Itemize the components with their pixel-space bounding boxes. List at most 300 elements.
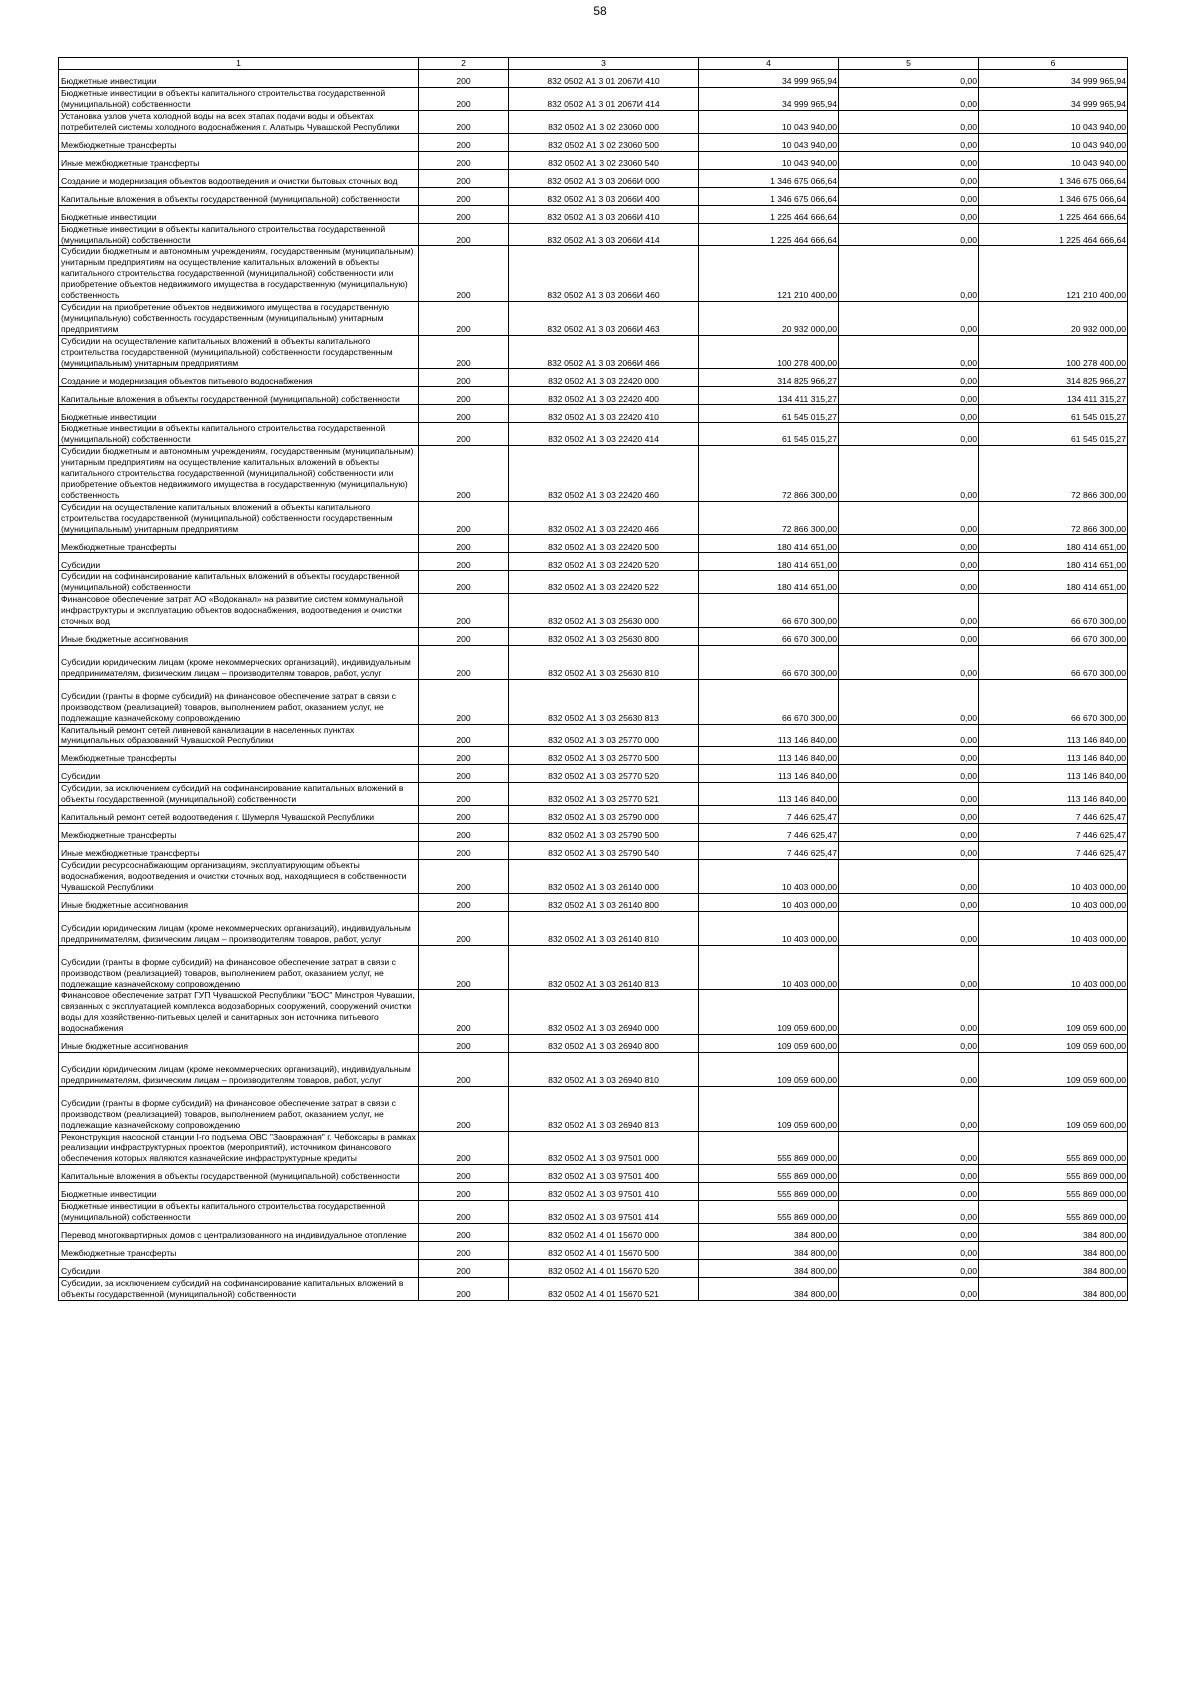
row-budget-code: 832 0502 А1 3 03 25790 000 — [509, 806, 699, 824]
row-column-2: 200 — [419, 1131, 509, 1165]
row-amount-6: 66 670 300,00 — [979, 646, 1128, 680]
row-column-2: 200 — [419, 187, 509, 205]
row-column-2: 200 — [419, 169, 509, 187]
row-amount-4: 134 411 315,27 — [699, 387, 839, 405]
table-row — [59, 535, 1128, 553]
row-amount-4: 34 999 965,94 — [699, 70, 839, 88]
row-amount-6: 100 278 400,00 — [979, 335, 1128, 369]
table-row — [59, 169, 1128, 187]
row-amount-6: 1 225 464 666,64 — [979, 223, 1128, 246]
row-amount-5: 0,00 — [839, 369, 979, 387]
row-amount-4: 555 869 000,00 — [699, 1183, 839, 1201]
row-amount-6: 10 403 000,00 — [979, 911, 1128, 945]
row-amount-4: 10 043 940,00 — [699, 151, 839, 169]
row-amount-5: 0,00 — [839, 1224, 979, 1242]
table-row — [59, 246, 1128, 302]
row-column-2: 200 — [419, 990, 509, 1035]
row-amount-6: 121 210 400,00 — [979, 246, 1128, 302]
row-amount-4: 10 403 000,00 — [699, 945, 839, 990]
row-budget-code: 832 0502 А1 3 03 26140 810 — [509, 911, 699, 945]
row-budget-code: 832 0502 А1 3 03 22420 414 — [509, 423, 699, 446]
row-amount-6: 10 403 000,00 — [979, 893, 1128, 911]
table-row — [59, 783, 1128, 806]
row-budget-code: 832 0502 А1 3 03 25770 521 — [509, 783, 699, 806]
row-name: Бюджетные инвестиции — [59, 1183, 419, 1201]
row-amount-5: 0,00 — [839, 806, 979, 824]
table-row — [59, 405, 1128, 423]
row-name: Перевод многоквартирных домов с централизованного на индивидуальное отопление — [59, 1224, 419, 1242]
row-name: Бюджетные инвестиции — [59, 205, 419, 223]
row-amount-6: 109 059 600,00 — [979, 990, 1128, 1035]
row-name: Бюджетные инвестиции — [59, 70, 419, 88]
row-budget-code: 832 0502 А1 3 03 25770 000 — [509, 724, 699, 747]
row-amount-6: 1 346 675 066,64 — [979, 187, 1128, 205]
row-budget-code: 832 0502 А1 3 01 2067И 414 — [509, 88, 699, 111]
row-amount-4: 555 869 000,00 — [699, 1201, 839, 1224]
row-name: Субсидии ресурсоснабжающим организациям, эксплуатирующим объекты водоснабжения, водоотведения и очистки сточных вод, находящиеся в собственности Чувашской Республики — [59, 860, 419, 894]
row-amount-6: 555 869 000,00 — [979, 1131, 1128, 1165]
row-budget-code: 832 0502 А1 3 03 22420 460 — [509, 446, 699, 502]
row-amount-6: 7 446 625,47 — [979, 824, 1128, 842]
row-budget-code: 832 0502 А1 3 03 2066И 463 — [509, 301, 699, 335]
row-amount-6: 72 866 300,00 — [979, 446, 1128, 502]
row-budget-code: 832 0502 А1 3 02 23060 000 — [509, 110, 699, 133]
row-amount-6: 34 999 965,94 — [979, 70, 1128, 88]
row-amount-5: 0,00 — [839, 501, 979, 535]
row-name: Капитальные вложения в объекты государственной (муниципальной) собственности — [59, 387, 419, 405]
row-amount-5: 0,00 — [839, 110, 979, 133]
row-column-2: 200 — [419, 301, 509, 335]
row-name: Субсидии — [59, 765, 419, 783]
row-name: Межбюджетные трансферты — [59, 824, 419, 842]
table-row — [59, 990, 1128, 1035]
row-amount-4: 180 414 651,00 — [699, 535, 839, 553]
row-amount-5: 0,00 — [839, 824, 979, 842]
row-name: Субсидии на осуществление капитальных вложений в объекты капитального строительства государственной (муниципальной) собственности государственным (муниципальным) унитарным предприятиям — [59, 335, 419, 369]
row-amount-4: 555 869 000,00 — [699, 1165, 839, 1183]
row-amount-6: 113 146 840,00 — [979, 783, 1128, 806]
row-amount-6: 384 800,00 — [979, 1278, 1128, 1301]
row-amount-4: 66 670 300,00 — [699, 646, 839, 680]
row-name: Субсидии (гранты в форме субсидий) на финансовое обеспечение затрат в связи с производством (реализацией) товаров, выполнением работ, оказанием услуг, не подлежащие казначейскому сопровождению — [59, 1086, 419, 1131]
row-column-2: 200 — [419, 945, 509, 990]
row-amount-4: 72 866 300,00 — [699, 501, 839, 535]
row-amount-6: 7 446 625,47 — [979, 842, 1128, 860]
row-amount-6: 555 869 000,00 — [979, 1165, 1128, 1183]
row-amount-6: 555 869 000,00 — [979, 1201, 1128, 1224]
row-amount-6: 113 146 840,00 — [979, 724, 1128, 747]
row-amount-6: 10 043 940,00 — [979, 133, 1128, 151]
row-column-2: 200 — [419, 765, 509, 783]
row-name: Субсидии, за исключением субсидий на софинансирование капитальных вложений в объекты государственной (муниципальной) собственности — [59, 783, 419, 806]
row-amount-5: 0,00 — [839, 1053, 979, 1087]
row-name: Капитальные вложения в объекты государственной (муниципальной) собственности — [59, 1165, 419, 1183]
row-column-2: 200 — [419, 842, 509, 860]
table-row — [59, 335, 1128, 369]
row-column-2: 200 — [419, 860, 509, 894]
row-amount-4: 384 800,00 — [699, 1278, 839, 1301]
column-header-5: 5 — [839, 58, 979, 70]
row-budget-code: 832 0502 А1 3 02 23060 500 — [509, 133, 699, 151]
table-row — [59, 88, 1128, 111]
row-name: Субсидии бюджетным и автономным учреждениям, государственным (муниципальным) унитарным предприятиям на осуществление капитальных вложений в объекты капитального строительства государственной (муниципальной) собственности или приобретение объектов недвижимого имущества в государственную (муниципальную) собственность — [59, 246, 419, 302]
table-row — [59, 765, 1128, 783]
row-budget-code: 832 0502 А1 4 01 15670 521 — [509, 1278, 699, 1301]
row-name: Бюджетные инвестиции в объекты капитального строительства государственной (муниципальной) собственности — [59, 1201, 419, 1224]
row-budget-code: 832 0502 А1 4 01 15670 520 — [509, 1260, 699, 1278]
row-amount-5: 0,00 — [839, 911, 979, 945]
row-column-2: 200 — [419, 594, 509, 628]
row-amount-6: 61 545 015,27 — [979, 423, 1128, 446]
row-amount-6: 20 932 000,00 — [979, 301, 1128, 335]
row-column-2: 200 — [419, 571, 509, 594]
row-budget-code: 832 0502 А1 3 03 26940 813 — [509, 1086, 699, 1131]
row-column-2: 200 — [419, 110, 509, 133]
row-name: Межбюджетные трансферты — [59, 1242, 419, 1260]
table-row — [59, 824, 1128, 842]
row-column-2: 200 — [419, 1242, 509, 1260]
table-row — [59, 110, 1128, 133]
row-amount-6: 180 414 651,00 — [979, 571, 1128, 594]
row-amount-4: 10 043 940,00 — [699, 133, 839, 151]
row-amount-4: 7 446 625,47 — [699, 824, 839, 842]
table-row — [59, 1053, 1128, 1087]
row-budget-code: 832 0502 А1 3 03 2066И 410 — [509, 205, 699, 223]
row-name: Субсидии бюджетным и автономным учреждениям, государственным (муниципальным) унитарным предприятиям на осуществление капитальных вложений в объекты капитального строительства государственной (муниципальной) собственности или приобретение объектов недвижимого имущества в государственную (муниципальную) собственность — [59, 446, 419, 502]
row-column-2: 200 — [419, 335, 509, 369]
row-amount-6: 109 059 600,00 — [979, 1086, 1128, 1131]
row-column-2: 200 — [419, 893, 509, 911]
row-budget-code: 832 0502 А1 3 03 22420 000 — [509, 369, 699, 387]
table-row — [59, 646, 1128, 680]
row-name: Финансовое обеспечение затрат ГУП Чувашской Республики "БОС" Минстроя Чувашии, связанных с эксплуатацией комплекса водозаборных сооружений, сооружений очистки воды для хозяйственно-питьевых целей и санитарных зон источника питьевого водоснабжения — [59, 990, 419, 1035]
table-row — [59, 1183, 1128, 1201]
table-row — [59, 423, 1128, 446]
row-column-2: 200 — [419, 1086, 509, 1131]
row-amount-4: 113 146 840,00 — [699, 765, 839, 783]
row-name: Капитальный ремонт сетей водоотведения г. Шумерля Чувашской Республики — [59, 806, 419, 824]
table-row — [59, 860, 1128, 894]
row-amount-5: 0,00 — [839, 1242, 979, 1260]
row-amount-5: 0,00 — [839, 893, 979, 911]
row-amount-5: 0,00 — [839, 1086, 979, 1131]
row-amount-6: 384 800,00 — [979, 1242, 1128, 1260]
row-column-2: 200 — [419, 535, 509, 553]
row-amount-6: 66 670 300,00 — [979, 594, 1128, 628]
row-name: Межбюджетные трансферты — [59, 747, 419, 765]
table-row — [59, 1035, 1128, 1053]
table-row — [59, 133, 1128, 151]
row-amount-5: 0,00 — [839, 1165, 979, 1183]
table-row — [59, 679, 1128, 724]
row-amount-5: 0,00 — [839, 842, 979, 860]
row-amount-6: 180 414 651,00 — [979, 535, 1128, 553]
row-name: Межбюджетные трансферты — [59, 535, 419, 553]
row-amount-5: 0,00 — [839, 945, 979, 990]
row-budget-code: 832 0502 А1 3 03 26940 000 — [509, 990, 699, 1035]
row-amount-5: 0,00 — [839, 724, 979, 747]
table-row — [59, 945, 1128, 990]
row-name: Субсидии на приобретение объектов недвижимого имущества в государственную (муниципальную) собственность государственным (муниципальным) унитарным предприятиям — [59, 301, 419, 335]
column-header-2: 2 — [419, 58, 509, 70]
table-row — [59, 628, 1128, 646]
row-amount-6: 10 403 000,00 — [979, 945, 1128, 990]
row-amount-6: 180 414 651,00 — [979, 553, 1128, 571]
row-column-2: 200 — [419, 70, 509, 88]
row-amount-6: 384 800,00 — [979, 1224, 1128, 1242]
row-amount-5: 0,00 — [839, 88, 979, 111]
row-column-2: 200 — [419, 1183, 509, 1201]
row-amount-5: 0,00 — [839, 301, 979, 335]
table-row — [59, 1260, 1128, 1278]
row-name: Субсидии юридическим лицам (кроме некоммерческих организаций), индивидуальным предпринимателям, физическим лицам – производителям товаров, работ, услуг — [59, 1053, 419, 1087]
row-budget-code: 832 0502 А1 4 01 15670 000 — [509, 1224, 699, 1242]
row-amount-6: 10 043 940,00 — [979, 151, 1128, 169]
row-amount-4: 121 210 400,00 — [699, 246, 839, 302]
row-name: Иные межбюджетные трансферты — [59, 151, 419, 169]
row-column-2: 200 — [419, 679, 509, 724]
table-row — [59, 387, 1128, 405]
row-amount-6: 1 225 464 666,64 — [979, 205, 1128, 223]
row-amount-5: 0,00 — [839, 571, 979, 594]
row-amount-4: 1 225 464 666,64 — [699, 205, 839, 223]
table-row — [59, 724, 1128, 747]
row-amount-5: 0,00 — [839, 553, 979, 571]
row-amount-4: 384 800,00 — [699, 1260, 839, 1278]
row-amount-5: 0,00 — [839, 151, 979, 169]
row-amount-4: 66 670 300,00 — [699, 679, 839, 724]
row-column-2: 200 — [419, 423, 509, 446]
row-amount-5: 0,00 — [839, 187, 979, 205]
row-amount-4: 66 670 300,00 — [699, 594, 839, 628]
column-numbers-row — [59, 58, 1128, 70]
row-name: Субсидии — [59, 553, 419, 571]
row-column-2: 200 — [419, 88, 509, 111]
row-name: Межбюджетные трансферты — [59, 133, 419, 151]
column-header-1: 1 — [59, 58, 419, 70]
row-column-2: 200 — [419, 646, 509, 680]
table-row — [59, 553, 1128, 571]
row-amount-5: 0,00 — [839, 594, 979, 628]
row-name: Бюджетные инвестиции в объекты капитального строительства государственной (муниципальной) собственности — [59, 88, 419, 111]
row-budget-code: 832 0502 А1 3 03 2066И 466 — [509, 335, 699, 369]
row-amount-4: 109 059 600,00 — [699, 1035, 839, 1053]
row-amount-5: 0,00 — [839, 70, 979, 88]
table-row — [59, 1278, 1128, 1301]
row-amount-5: 0,00 — [839, 446, 979, 502]
row-name: Субсидии юридическим лицам (кроме некоммерческих организаций), индивидуальным предпринимателям, физическим лицам – производителям товаров, работ, услуг — [59, 911, 419, 945]
row-budget-code: 832 0502 А1 4 01 15670 500 — [509, 1242, 699, 1260]
row-column-2: 200 — [419, 1260, 509, 1278]
row-budget-code: 832 0502 А1 3 03 26140 800 — [509, 893, 699, 911]
row-column-2: 200 — [419, 724, 509, 747]
row-budget-code: 832 0502 А1 3 03 22420 400 — [509, 387, 699, 405]
row-amount-6: 10 403 000,00 — [979, 860, 1128, 894]
table-row — [59, 187, 1128, 205]
row-amount-4: 10 043 940,00 — [699, 110, 839, 133]
row-name: Иные межбюджетные трансферты — [59, 842, 419, 860]
row-budget-code: 832 0502 А1 3 03 26940 800 — [509, 1035, 699, 1053]
row-column-2: 200 — [419, 1053, 509, 1087]
row-budget-code: 832 0502 А1 3 03 22420 522 — [509, 571, 699, 594]
row-name: Субсидии юридическим лицам (кроме некоммерческих организаций), индивидуальным предпринимателям, физическим лицам – производителям товаров, работ, услуг — [59, 646, 419, 680]
row-amount-6: 66 670 300,00 — [979, 679, 1128, 724]
row-amount-4: 1 346 675 066,64 — [699, 187, 839, 205]
row-budget-code: 832 0502 А1 3 03 97501 414 — [509, 1201, 699, 1224]
row-name: Установка узлов учета холодной воды на всех этапах подачи воды и объектах потребителей системы холодного водоснабжения г. Алатырь Чувашской Республики — [59, 110, 419, 133]
row-amount-6: 66 670 300,00 — [979, 628, 1128, 646]
row-amount-6: 109 059 600,00 — [979, 1053, 1128, 1087]
row-name: Бюджетные инвестиции в объекты капитального строительства государственной (муниципальной) собственности — [59, 423, 419, 446]
row-budget-code: 832 0502 А1 3 03 2066И 000 — [509, 169, 699, 187]
row-amount-4: 180 414 651,00 — [699, 571, 839, 594]
row-name: Иные бюджетные ассигнования — [59, 628, 419, 646]
row-budget-code: 832 0502 А1 3 03 26140 000 — [509, 860, 699, 894]
row-name: Капитальные вложения в объекты государственной (муниципальной) собственности — [59, 187, 419, 205]
row-amount-4: 66 670 300,00 — [699, 628, 839, 646]
row-amount-6: 109 059 600,00 — [979, 1035, 1128, 1053]
row-name: Капитальный ремонт сетей ливневой канализации в населенных пунктах муниципальных образований Чувашской Республики — [59, 724, 419, 747]
row-column-2: 200 — [419, 747, 509, 765]
row-amount-6: 113 146 840,00 — [979, 765, 1128, 783]
row-amount-6: 555 869 000,00 — [979, 1183, 1128, 1201]
row-amount-4: 7 446 625,47 — [699, 842, 839, 860]
row-amount-5: 0,00 — [839, 1201, 979, 1224]
row-name: Субсидии — [59, 1260, 419, 1278]
row-amount-6: 72 866 300,00 — [979, 501, 1128, 535]
row-column-2: 200 — [419, 1224, 509, 1242]
row-budget-code: 832 0502 А1 3 03 97501 410 — [509, 1183, 699, 1201]
row-amount-6: 134 411 315,27 — [979, 387, 1128, 405]
row-amount-5: 0,00 — [839, 169, 979, 187]
row-budget-code: 832 0502 А1 3 03 2066И 460 — [509, 246, 699, 302]
row-amount-5: 0,00 — [839, 1035, 979, 1053]
row-budget-code: 832 0502 А1 3 03 97501 000 — [509, 1131, 699, 1165]
row-name: Иные бюджетные ассигнования — [59, 893, 419, 911]
table-row — [59, 842, 1128, 860]
row-amount-4: 7 446 625,47 — [699, 806, 839, 824]
row-amount-5: 0,00 — [839, 646, 979, 680]
row-amount-5: 0,00 — [839, 535, 979, 553]
table-row — [59, 1165, 1128, 1183]
row-amount-5: 0,00 — [839, 679, 979, 724]
table-row — [59, 1201, 1128, 1224]
page-number: 58 — [593, 4, 607, 18]
row-amount-6: 384 800,00 — [979, 1260, 1128, 1278]
table-row — [59, 747, 1128, 765]
row-amount-4: 384 800,00 — [699, 1224, 839, 1242]
row-budget-code: 832 0502 А1 3 03 22420 466 — [509, 501, 699, 535]
table-row — [59, 446, 1128, 502]
row-name: Бюджетные инвестиции — [59, 405, 419, 423]
row-column-2: 200 — [419, 446, 509, 502]
row-column-2: 200 — [419, 205, 509, 223]
row-name: Создание и модернизация объектов питьевого водоснабжения — [59, 369, 419, 387]
column-header-4: 4 — [699, 58, 839, 70]
row-amount-4: 113 146 840,00 — [699, 783, 839, 806]
row-name: Субсидии (гранты в форме субсидий) на финансовое обеспечение затрат в связи с производством (реализацией) товаров, выполнением работ, оказанием услуг, не подлежащие казначейскому сопровождению — [59, 679, 419, 724]
row-budget-code: 832 0502 А1 3 03 25630 800 — [509, 628, 699, 646]
row-name: Реконструкция насосной станции I-го подъема ОВС "Заовражная" г. Чебоксары в рамках реализации инфраструктурных проектов (мероприятий), источником финансового обеспечения которых являются казначейские инфраструктурные кредиты — [59, 1131, 419, 1165]
row-amount-4: 109 059 600,00 — [699, 1086, 839, 1131]
row-budget-code: 832 0502 А1 3 03 2066И 400 — [509, 187, 699, 205]
row-budget-code: 832 0502 А1 3 03 25790 540 — [509, 842, 699, 860]
row-amount-4: 61 545 015,27 — [699, 405, 839, 423]
row-column-2: 200 — [419, 1201, 509, 1224]
row-column-2: 200 — [419, 405, 509, 423]
row-amount-5: 0,00 — [839, 1183, 979, 1201]
row-column-2: 200 — [419, 387, 509, 405]
row-name: Субсидии (гранты в форме субсидий) на финансовое обеспечение затрат в связи с производством (реализацией) товаров, выполнением работ, оказанием услуг, не подлежащие казначейскому сопровождению — [59, 945, 419, 990]
row-amount-5: 0,00 — [839, 783, 979, 806]
row-name: Субсидии, за исключением субсидий на софинансирование капитальных вложений в объекты государственной (муниципальной) собственности — [59, 1278, 419, 1301]
row-name: Субсидии на софинансирование капитальных вложений в объекты государственной (муниципальной) собственности — [59, 571, 419, 594]
row-column-2: 200 — [419, 246, 509, 302]
row-amount-4: 10 403 000,00 — [699, 911, 839, 945]
table-row — [59, 223, 1128, 246]
row-amount-4: 61 545 015,27 — [699, 423, 839, 446]
row-column-2: 200 — [419, 1278, 509, 1301]
row-column-2: 200 — [419, 911, 509, 945]
row-amount-5: 0,00 — [839, 405, 979, 423]
row-column-2: 200 — [419, 133, 509, 151]
table-row — [59, 594, 1128, 628]
row-budget-code: 832 0502 А1 3 03 25630 813 — [509, 679, 699, 724]
row-amount-4: 10 403 000,00 — [699, 893, 839, 911]
table-row — [59, 70, 1128, 88]
table-row — [59, 1131, 1128, 1165]
row-amount-4: 180 414 651,00 — [699, 553, 839, 571]
row-budget-code: 832 0502 А1 3 03 26140 813 — [509, 945, 699, 990]
table-row — [59, 301, 1128, 335]
row-amount-6: 1 346 675 066,64 — [979, 169, 1128, 187]
row-amount-5: 0,00 — [839, 1260, 979, 1278]
row-amount-4: 384 800,00 — [699, 1242, 839, 1260]
row-name: Субсидии на осуществление капитальных вложений в объекты капитального строительства государственной (муниципальной) собственности государственным (муниципальным) унитарным предприятиям — [59, 501, 419, 535]
row-amount-5: 0,00 — [839, 423, 979, 446]
row-amount-6: 10 043 940,00 — [979, 110, 1128, 133]
row-budget-code: 832 0502 А1 3 03 22420 520 — [509, 553, 699, 571]
table-row — [59, 1086, 1128, 1131]
row-amount-5: 0,00 — [839, 1131, 979, 1165]
row-amount-4: 1 346 675 066,64 — [699, 169, 839, 187]
table-body — [59, 70, 1128, 1301]
row-amount-4: 10 403 000,00 — [699, 860, 839, 894]
row-amount-4: 113 146 840,00 — [699, 724, 839, 747]
row-amount-4: 1 225 464 666,64 — [699, 223, 839, 246]
row-amount-5: 0,00 — [839, 133, 979, 151]
row-amount-5: 0,00 — [839, 387, 979, 405]
row-budget-code: 832 0502 А1 3 03 22420 500 — [509, 535, 699, 553]
row-column-2: 200 — [419, 824, 509, 842]
row-budget-code: 832 0502 А1 3 02 23060 540 — [509, 151, 699, 169]
row-column-2: 200 — [419, 1165, 509, 1183]
table-row — [59, 151, 1128, 169]
row-amount-5: 0,00 — [839, 223, 979, 246]
row-amount-4: 109 059 600,00 — [699, 1053, 839, 1087]
row-amount-5: 0,00 — [839, 765, 979, 783]
table-row — [59, 369, 1128, 387]
row-column-2: 200 — [419, 553, 509, 571]
table-row — [59, 893, 1128, 911]
table-row — [59, 571, 1128, 594]
row-budget-code: 832 0502 А1 3 03 25770 520 — [509, 765, 699, 783]
row-name: Создание и модернизация объектов водоотведения и очистки бытовых сточных вод — [59, 169, 419, 187]
row-amount-5: 0,00 — [839, 860, 979, 894]
row-name: Финансовое обеспечение затрат АО «Водоканал» на развитие систем коммунальной инфраструктуры и эксплуатацию объектов водоснабжения, водоотведения и очистки сточных вод — [59, 594, 419, 628]
table-header — [59, 58, 1128, 70]
row-amount-5: 0,00 — [839, 990, 979, 1035]
